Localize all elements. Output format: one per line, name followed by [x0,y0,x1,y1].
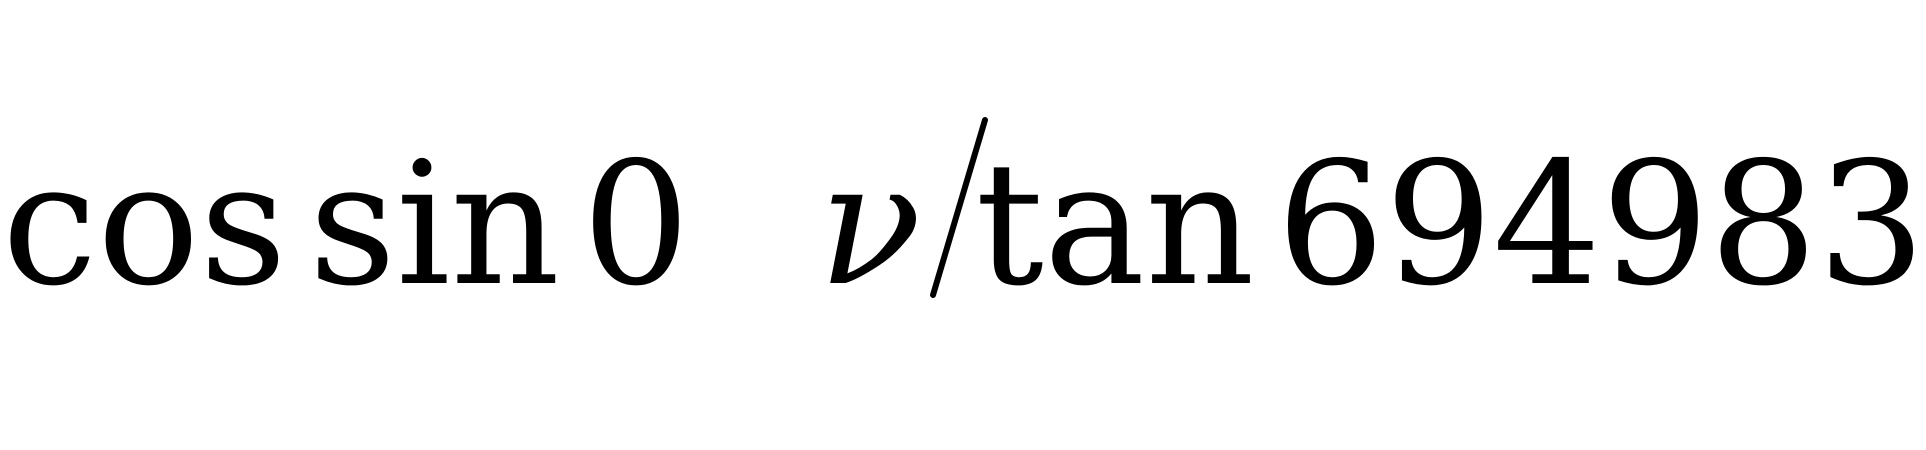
sin-function: sin [308,126,560,324]
cos-function: cos [2,126,287,324]
number-literal: 694983 [1276,126,1926,324]
zero-digit: 0 [581,126,691,324]
tan-function: tan [975,126,1255,324]
nu-variable: ν [818,126,922,324]
division-slash-glyph [927,140,993,310]
